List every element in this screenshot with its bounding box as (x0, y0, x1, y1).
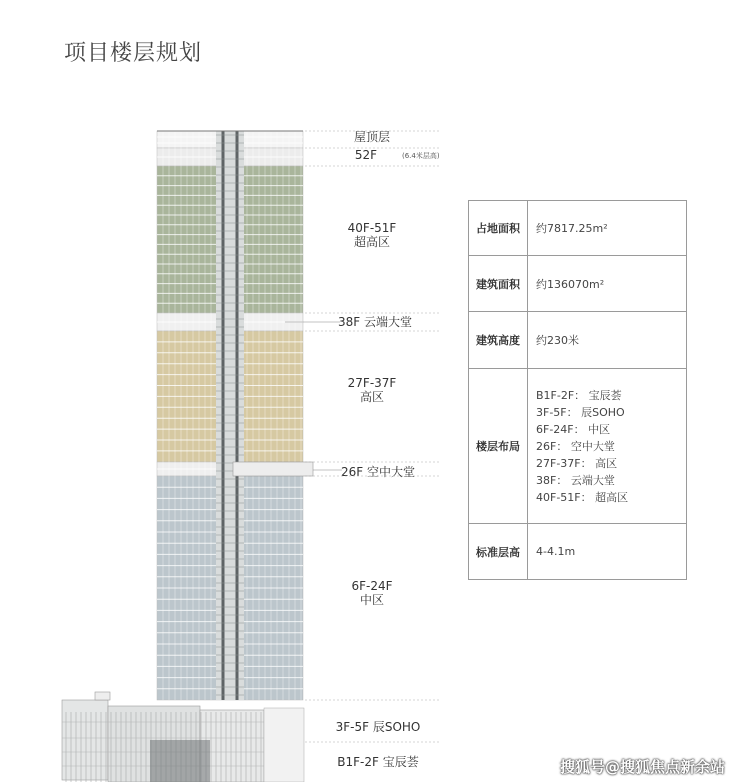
watermark: 搜狐号@搜狐焦点新余站 (560, 758, 726, 776)
spec-value: 约136070m² (528, 256, 687, 312)
spec-row-site-area (469, 201, 687, 256)
zone-label-3-5f: 3F-5F 辰SOHO (335, 720, 421, 734)
podium-elevation (62, 692, 304, 782)
spec-key: 占地面积 (469, 201, 528, 256)
zone-label-27-37f: 27F-37F (347, 376, 397, 390)
zone-label-52f: 52F (354, 148, 378, 162)
core-shaft (216, 131, 244, 700)
tower-elevation (157, 131, 313, 700)
layout-line: 6F-24F： 中区 (536, 422, 611, 436)
project-spec-table (468, 200, 687, 580)
layout-line: 40F-51F： 超高区 (536, 490, 629, 504)
zone-sublabel-52f: (6.4米层高) (402, 152, 440, 160)
layout-line: 38F： 云端大堂 (536, 473, 615, 487)
spec-row-floor-area (469, 256, 687, 312)
layout-line: 3F-5F： 辰SOHO (536, 405, 625, 419)
spec-row-floor-height (469, 524, 687, 580)
spec-value: 约7817.25m² (528, 201, 687, 256)
spec-value: 约230米 (528, 312, 687, 369)
layout-line: 27F-37F： 高区 (536, 456, 618, 470)
page-title: 项目楼层规划 (64, 41, 203, 66)
layout-line: 26F： 空中大堂 (536, 439, 615, 453)
sky-lobby-deck (233, 462, 313, 476)
podium-entrance (150, 740, 210, 782)
spec-key: 建筑高度 (469, 312, 528, 369)
spec-row-layout (469, 369, 687, 524)
zone-label-40-51f: 40F-51F (347, 221, 397, 235)
zone-label-b1-2f: B1F-2F 宝辰荟 (337, 755, 419, 769)
zone-sublabel-27-37f: 高区 (359, 390, 385, 404)
zone-label-roof: 屋顶层 (353, 130, 391, 144)
spec-row-height (469, 312, 687, 369)
zone-label-38f: 38F 云端大堂 (338, 315, 412, 329)
zone-sublabel-40-51f: 超高区 (353, 235, 391, 249)
spec-key: 标准层高 (469, 524, 528, 580)
tower-base-block (264, 708, 304, 782)
zone-sublabel-6-24f: 中区 (359, 593, 385, 607)
spec-value-list (528, 369, 687, 524)
spec-value: 4-4.1m (528, 524, 687, 580)
spec-key: 建筑面积 (469, 256, 528, 312)
zone-label-26f: 26F 空中大堂 (341, 465, 415, 479)
zone-label-6-24f: 6F-24F (351, 579, 393, 593)
spec-key: 楼层布局 (469, 369, 528, 524)
podium-roof-box (95, 692, 110, 700)
floor-zone-labels (285, 130, 440, 769)
layout-line: B1F-2F： 宝辰荟 (536, 388, 622, 402)
